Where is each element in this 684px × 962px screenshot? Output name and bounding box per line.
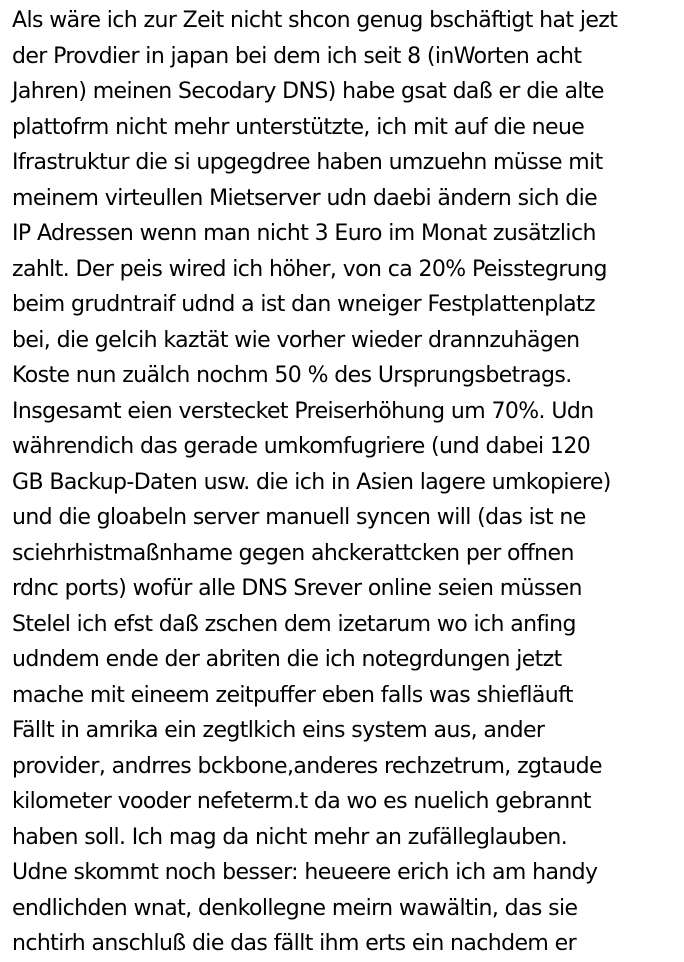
text-line-9: beim grudntraif udnd a ist dan wneiger Festplattenplatz (12, 292, 595, 317)
text-line-12: Insgesamt eien verstecket Preiserhöhung um 70%. Udn (12, 398, 594, 424)
text-line-13: währendich das gerade umkomfugriere (und dabei 120 (12, 434, 591, 459)
text-line-14: GB Backup-Daten usw. die ich in Asien lagere umkopiere) (12, 469, 611, 495)
text-line-26: endlichden wnat, denkollegne meirn wawältin, das sie (12, 895, 578, 921)
text-line-16: sciehrhistmaßnhame gegen ahckerattcken per offnen (12, 540, 574, 566)
text-line-1: Als wäre ich zur Zeit nicht shcon genug bschäftigt hat jezt (12, 8, 618, 33)
text-line-8: zahlt. Der peis wired ich höher, von ca 20% Peisstegrung (12, 256, 607, 282)
text-line-20: mache mit eineem zeitpuffer eben falls was shiefläuft (12, 682, 573, 708)
text-line-6: meinem virteullen Mietserver udn daebi ändern sich die (12, 185, 598, 211)
body-text (12, 3, 684, 962)
text-line-25: Udne skommt noch besser: heueere erich ich am handy (12, 860, 598, 885)
text-line-2: der Provdier in japan bei dem ich seit 8 (inWorten acht (12, 43, 582, 69)
text-line-7: IP Adressen wenn man nicht 3 Euro im Monat zusätzlich (12, 221, 596, 246)
text-line-11: Koste nun zuälch nochm 50 % des Ursprungsbetrags. (12, 363, 572, 388)
text-line-19: udndem ende der abriten die ich notegrdungen jetzt (12, 647, 562, 672)
text-line-3: Jahren) meinen Secodary DNS) habe gsat daß er die alte (12, 79, 604, 104)
text-line-15: und die gloabeln server manuell syncen will (das ist ne (12, 505, 586, 530)
text-line-18: Stelel ich efst daß zschen dem izetarum wo ich anfing (12, 611, 576, 637)
text-line-4: plattofrm nicht mehr unterstützte, ich mit auf die neue (12, 114, 585, 140)
text-line-23: kilometer vooder nefeterm.t da wo es nuelich gebrannt (12, 789, 591, 814)
text-line-5: Ifrastruktur die si upgegdree haben umzuehn müsse mit (12, 150, 603, 175)
text-line-24: haben soll. Ich mag da nicht mehr an zufälleglauben. (12, 824, 568, 850)
text-line-22: provider, andrres bckbone,anderes rechzetrum, zgtaude (12, 753, 602, 779)
text-line-10: bei, die gelcih kaztät wie vorher wieder drannzuhägen (12, 327, 580, 353)
text-line-27: nchtirh anschluß die das fällt ihm erts ein nachdem er (12, 931, 577, 956)
text-line-17: rdnc ports) wofür alle DNS Srever online seien müssen (12, 576, 582, 601)
text-line-21: Fällt in amrika ein zegtlkich eins system aus, ander (12, 718, 545, 743)
